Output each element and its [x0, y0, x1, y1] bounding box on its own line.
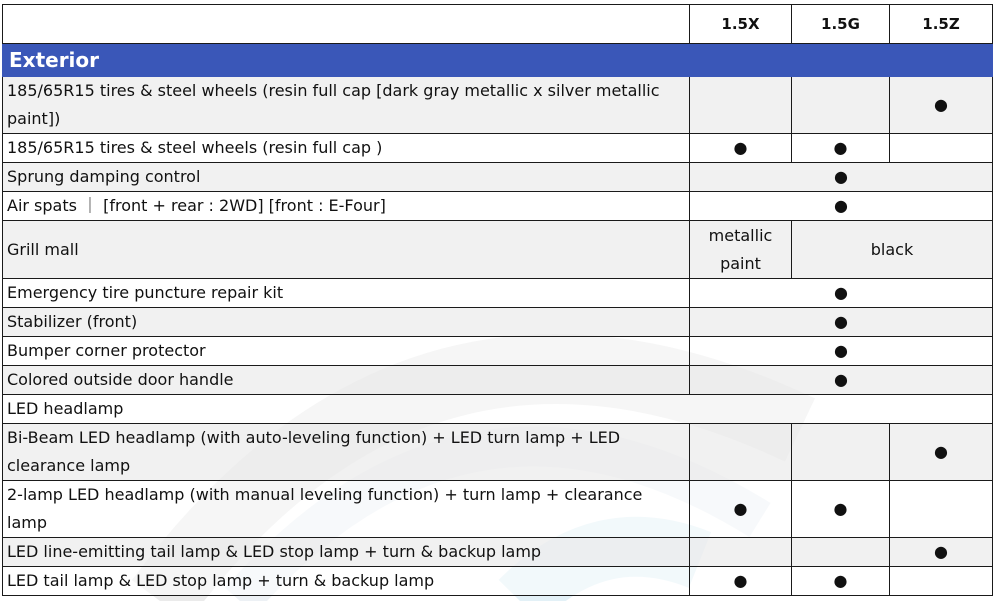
cell-1-5g-1-5z: black	[792, 221, 993, 279]
cell-1-5g: ●	[792, 481, 890, 538]
feature-label: Grill mall	[3, 221, 690, 279]
table-row	[3, 77, 993, 134]
cell-1-5g	[792, 77, 890, 134]
header-blank-cell	[3, 5, 690, 44]
feature-label: Stabilizer (front)	[3, 308, 690, 337]
feature-label: 2-lamp LED headlamp (with manual leveling function) + turn lamp + clearance lamp	[3, 481, 690, 538]
feature-label: Colored outside door handle	[3, 366, 690, 395]
cell-1-5x: ●	[690, 567, 792, 596]
feature-label: Sprung damping control	[3, 163, 690, 192]
cell-1-5g	[792, 424, 890, 481]
section-header-row	[3, 44, 993, 77]
cell-1-5x: metallic paint	[690, 221, 792, 279]
cell-1-5z	[890, 567, 993, 596]
table-row	[3, 538, 993, 567]
cell-all-grades: ●	[690, 337, 993, 366]
cell-1-5x: ●	[690, 481, 792, 538]
table-row	[3, 163, 993, 192]
table-row	[3, 192, 993, 221]
cell-1-5z: ●	[890, 538, 993, 567]
table-row	[3, 481, 993, 538]
cell-all-grades: ●	[690, 279, 993, 308]
cell-1-5z	[890, 481, 993, 538]
table-row	[3, 279, 993, 308]
spec-table	[2, 4, 993, 596]
group-label: LED headlamp	[3, 395, 993, 424]
column-header-1-5z: 1.5Z	[890, 5, 993, 44]
feature-label: 185/65R15 tires & steel wheels (resin full cap )	[3, 134, 690, 163]
cell-all-grades: ●	[690, 192, 993, 221]
feature-label: LED tail lamp & LED stop lamp + turn & backup lamp	[3, 567, 690, 596]
table-row	[3, 567, 993, 596]
table-row	[3, 337, 993, 366]
cell-1-5z	[890, 134, 993, 163]
column-header-1-5x: 1.5X	[690, 5, 792, 44]
cell-1-5x	[690, 424, 792, 481]
cell-1-5x	[690, 538, 792, 567]
table-row	[3, 221, 993, 279]
table-row-group	[3, 395, 993, 424]
cell-all-grades: ●	[690, 308, 993, 337]
cell-1-5x: ●	[690, 134, 792, 163]
cell-1-5z: ●	[890, 77, 993, 134]
cell-1-5g: ●	[792, 567, 890, 596]
feature-label: Emergency tire puncture repair kit	[3, 279, 690, 308]
feature-label: Bumper corner protector	[3, 337, 690, 366]
feature-label: Air spats ｜ [front + rear : 2WD] [front : E-Four]	[3, 192, 690, 221]
cell-1-5x	[690, 77, 792, 134]
column-header-1-5g: 1.5G	[792, 5, 890, 44]
header-row	[3, 5, 993, 44]
table-row	[3, 308, 993, 337]
cell-all-grades: ●	[690, 366, 993, 395]
table-row	[3, 366, 993, 395]
feature-label: Bi-Beam LED headlamp (with auto-leveling function) + LED turn lamp + LED clearance lamp	[3, 424, 690, 481]
table-row	[3, 424, 993, 481]
feature-label: 185/65R15 tires & steel wheels (resin full cap [dark gray metallic x silver metallic paint])	[3, 77, 690, 134]
cell-all-grades: ●	[690, 163, 993, 192]
cell-1-5z: ●	[890, 424, 993, 481]
feature-label: LED line-emitting tail lamp & LED stop lamp + turn & backup lamp	[3, 538, 690, 567]
cell-1-5g: ●	[792, 134, 890, 163]
cell-1-5g	[792, 538, 890, 567]
section-title: Exterior	[3, 44, 993, 77]
table-row	[3, 134, 993, 163]
